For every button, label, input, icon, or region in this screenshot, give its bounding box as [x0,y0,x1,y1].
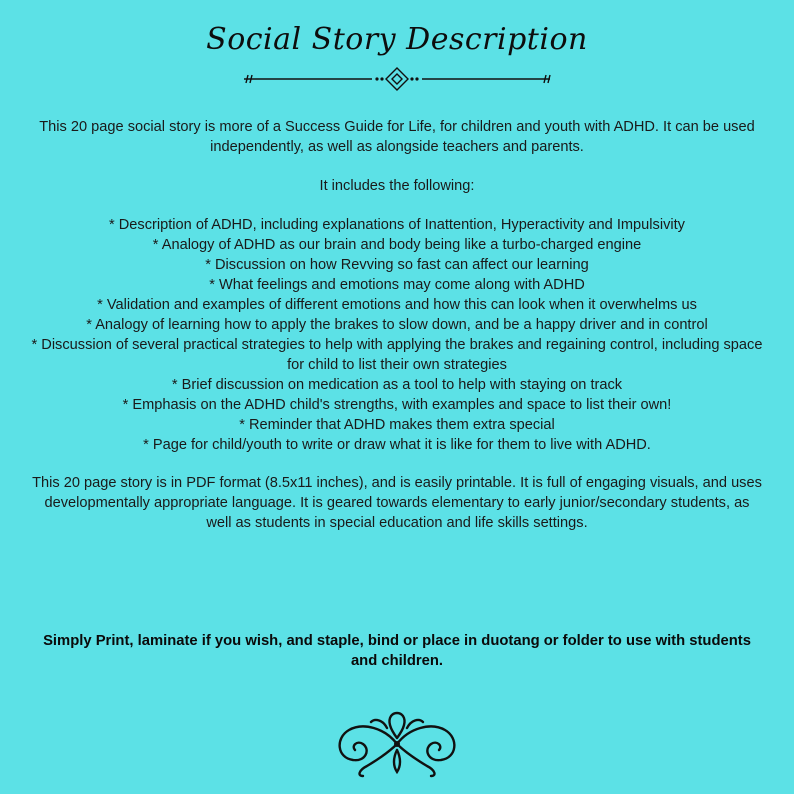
list-item: * Analogy of ADHD as our brain and body being like a turbo-charged engine [152,237,642,253]
diamond-divider-icon [240,66,554,92]
list-item: * Brief discussion on medication as a tool to help with staying on track [171,377,623,393]
flourish-ornament-icon [327,708,467,780]
list-item: * Description of ADHD, including explanations of Inattention, Hyperactivity and Impulsivity [109,217,685,233]
list-item: * Discussion of several practical strategies to help with applying the brakes and regaining control, including space for child to list their own strategies [31,337,763,373]
closing-note: Simply Print, laminate if you wish, and staple, bind or place in duotang or folder to use with students and children. [43,633,751,669]
intro-paragraph: This 20 page social story is more of a Success Guide for Life, for children and youth with ADHD. It can be used independently, as well as alongside teachers and parents. [39,119,755,155]
feature-list [30,215,764,455]
list-item: * Analogy of learning how to apply the brakes to slow down, and be a happy driver and in control [86,317,708,333]
includes-heading: It includes the following: [319,178,475,194]
list-item: * Discussion on how Revving so fast can affect our learning [205,257,589,273]
list-item: * Reminder that ADHD makes them extra special [239,417,555,433]
page-title: Social Story Description [206,22,588,57]
list-item: * Validation and examples of different emotions and how this can look when it overwhelms us [97,297,697,313]
list-item: * What feelings and emotions may come along with ADHD [209,277,585,293]
outro-paragraph: This 20 page story is in PDF format (8.5x11 inches), and is easily printable. It is full of engaging visuals, and uses developmentally appropriate language. It is geared towards elementary to early junior/secondary students, as well as students in special education and life skills settings. [32,475,762,531]
list-item: * Emphasis on the ADHD child's strengths, with examples and space to list their own! [122,397,672,413]
list-item: * Page for child/youth to write or draw what it is like for them to live with ADHD. [143,437,651,453]
